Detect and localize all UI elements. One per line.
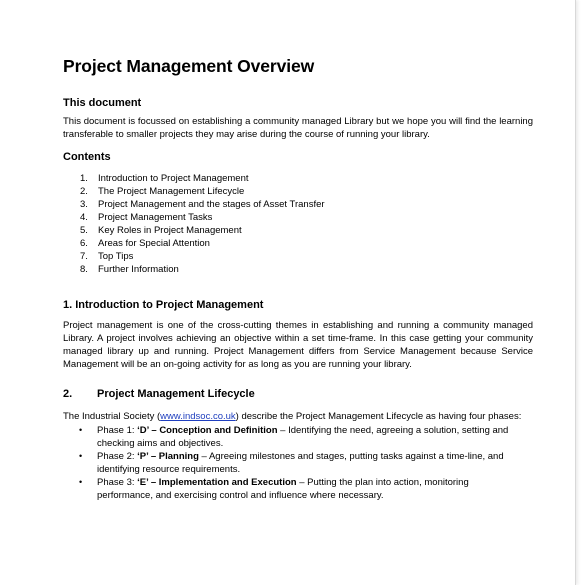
this-document-heading: This document bbox=[63, 97, 142, 109]
contents-item: 8. Further Information bbox=[80, 264, 179, 275]
section-2-intro: The Industrial Society (www.indsoc.co.uk) describe the Project Management Lifecycle as having four phases: bbox=[63, 411, 522, 422]
contents-item-label: Project Management Tasks bbox=[98, 212, 213, 223]
contents-item: 6. Areas for Special Attention bbox=[80, 238, 210, 249]
phase-item: • Phase 1: ‘D’ – Conception and Definition – Identifying the need, agreeing a solution, setting and checking aims and objectives. bbox=[79, 425, 509, 449]
section-2-heading bbox=[63, 387, 533, 401]
contents-item: 3. Project Management and the stages of Asset Transfer bbox=[80, 199, 325, 210]
contents-item-label: The Project Management Lifecycle bbox=[98, 186, 245, 197]
section-1-paragraph: Project management is one of the cross-cutting themes in establishing and running a community managed Library. A project involves achieving an objective within a set time-frame. In this case getting your community managed library up and running. Project Management differs from Service Management because Service Management will be an on-going activity for as long as you are running your library. bbox=[63, 320, 533, 370]
contents-item: 2. The Project Management Lifecycle bbox=[80, 186, 245, 197]
contents-item: 1. Introduction to Project Management bbox=[80, 173, 249, 184]
document-title: Project Management Overview bbox=[63, 56, 315, 76]
bullet-icon: • bbox=[79, 425, 83, 435]
bullet-icon: • bbox=[79, 477, 83, 487]
contents-item: 7. Top Tips bbox=[80, 251, 134, 262]
contents-item-label: Key Roles in Project Management bbox=[98, 225, 242, 236]
document-content bbox=[63, 54, 533, 502]
this-document-paragraph: This document is focussed on establishing a community managed Library but we hope you will find the learning transferable to smaller projects they may arise during the course of running your library. bbox=[63, 116, 533, 140]
contents-item-label: Further Information bbox=[98, 264, 179, 275]
contents-item-label: Top Tips bbox=[98, 251, 134, 262]
contents-heading: Contents bbox=[63, 151, 111, 163]
phase-item: • Phase 2: ‘P’ – Planning – Agreeing milestones and stages, putting tasks against a time-line, and identifying resource requirements. bbox=[79, 451, 504, 475]
contents-list bbox=[63, 172, 533, 276]
contents-item: 5. Key Roles in Project Management bbox=[80, 225, 242, 236]
contents-item-label: Project Management and the stages of Asset Transfer bbox=[98, 199, 325, 210]
phases-list bbox=[63, 424, 533, 502]
section-2-number: 2. bbox=[63, 388, 73, 400]
indsoc-link[interactable]: www.indsoc.co.uk bbox=[160, 411, 236, 422]
contents-item: 4. Project Management Tasks bbox=[80, 212, 213, 223]
phase-item: • Phase 3: ‘E’ – Implementation and Execution – Putting the plan into action, monitoring performance, and exercising control and influence where necessary. bbox=[79, 477, 469, 501]
section-1-heading: 1. Introduction to Project Management bbox=[63, 299, 264, 311]
bullet-icon: • bbox=[79, 451, 83, 461]
contents-item-label: Areas for Special Attention bbox=[98, 238, 210, 249]
section-2-title: Project Management Lifecycle bbox=[97, 388, 255, 400]
contents-item-label: Introduction to Project Management bbox=[98, 173, 249, 184]
